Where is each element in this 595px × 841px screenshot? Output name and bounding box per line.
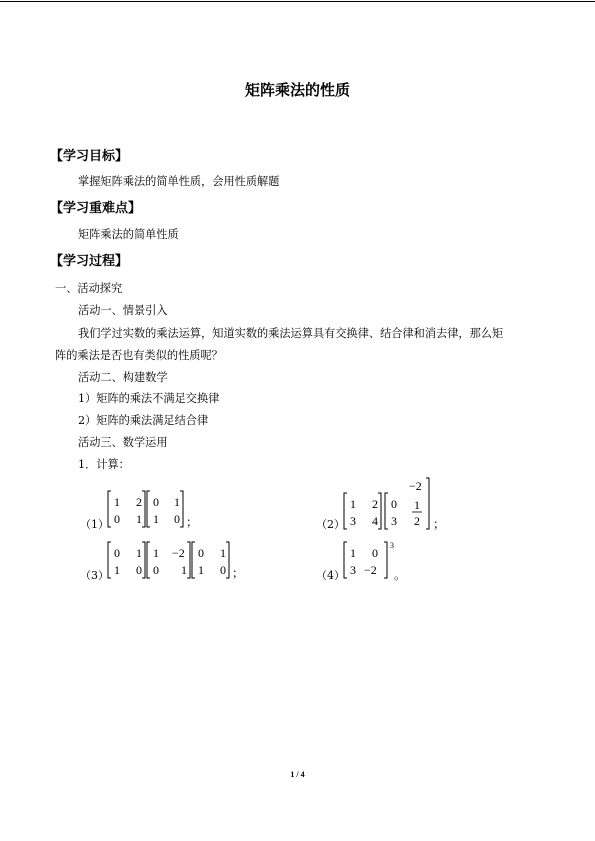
e3-m3-d: 0 (220, 563, 226, 577)
e1-m1-d: 1 (136, 512, 142, 526)
heading-key-points: 【学习重难点】 (50, 201, 142, 216)
exercise-3-label: （3） (80, 569, 109, 582)
goals-text: 掌握矩阵乘法的简单性质，会用性质解题 (78, 175, 280, 188)
e2-m1-a: 1 (350, 497, 356, 511)
e1-m2-a: 0 (153, 495, 159, 509)
exercise-2-label: （2） (316, 518, 345, 531)
e1-m2-c: 1 (153, 512, 159, 526)
e2-half-denominator: 2 (414, 514, 420, 528)
e3-m2-d: 1 (181, 563, 187, 577)
exercise-2-expression (342, 476, 452, 536)
e3-m1-a: 0 (114, 546, 120, 560)
heading-goals: 【学习目标】 (50, 149, 129, 164)
e3-m3-a: 0 (198, 546, 204, 560)
e4-m1-d: −2 (364, 563, 377, 577)
property-one: 1）矩阵的乘法不满足交换律 (78, 392, 220, 405)
e1-m2-b: 1 (174, 495, 180, 509)
activity-one-label: 活动一、情景引入 (78, 304, 168, 317)
exercise-4-expression (342, 539, 422, 585)
key-points-text: 矩阵乘法的简单性质 (78, 228, 179, 241)
e1-m1-c: 0 (114, 512, 120, 526)
e3-m1-c: 1 (114, 563, 120, 577)
e2-end: ； (433, 517, 446, 531)
top-rule (0, 1, 595, 2)
e3-m3-b: 1 (220, 546, 226, 560)
e2-m1-b: 2 (372, 497, 378, 511)
e1-m2-d: 0 (174, 512, 180, 526)
exercise-1-label: （1） (80, 518, 109, 531)
e3-m3-c: 1 (198, 563, 204, 577)
e3-m1-b: 1 (136, 546, 142, 560)
exercise-3-expression (106, 539, 246, 585)
e4-m1-c: 3 (350, 563, 356, 577)
activity-three-label: 活动三、数学运用 (78, 436, 168, 449)
e2-m2-c: 3 (391, 514, 397, 528)
e3-m2-a: 1 (153, 546, 159, 560)
heading-process: 【学习过程】 (50, 254, 129, 269)
exercise-intro: 1．计算： (78, 458, 130, 471)
page-number: 1 / 4 (290, 770, 305, 779)
e3-m2-b: −2 (172, 546, 185, 560)
e3-m1-d: 0 (136, 563, 142, 577)
e2-half-numerator: 1 (414, 498, 420, 512)
e2-m1-d: 4 (372, 514, 378, 528)
property-two: 2）矩阵的乘法满足结合律 (78, 414, 209, 427)
e1-m1-a: 1 (114, 495, 120, 509)
e3-end: ； (232, 566, 245, 580)
intro-line-1: 我们学过实数的乘法运算，知道实数的乘法运算具有交换律、结合律和消去律，那么矩 (78, 327, 504, 340)
e2-m2-a: 0 (391, 497, 397, 511)
activity-two-label: 活动二、构建数学 (78, 371, 168, 384)
e2-m2-b: −2 (409, 479, 422, 493)
e1-m1-b: 2 (136, 495, 142, 509)
intro-line-2: 阵的乘法是否也有类似的性质呢？ (55, 349, 223, 362)
exercise-1-expression (106, 488, 199, 534)
page-title: 矩阵乘法的性质 (244, 81, 350, 99)
e4-m1-a: 1 (350, 546, 356, 560)
e4-m1-b: 0 (372, 546, 378, 560)
e4-power: 3 (390, 541, 394, 550)
e4-end: 。 (394, 568, 407, 582)
e1-end: ； (186, 515, 199, 529)
e3-m2-c: 0 (153, 563, 159, 577)
e2-m1-c: 3 (350, 514, 356, 528)
exercise-4-label: （4） (316, 569, 345, 582)
part-one-label: 一、活动探究 (55, 282, 123, 295)
